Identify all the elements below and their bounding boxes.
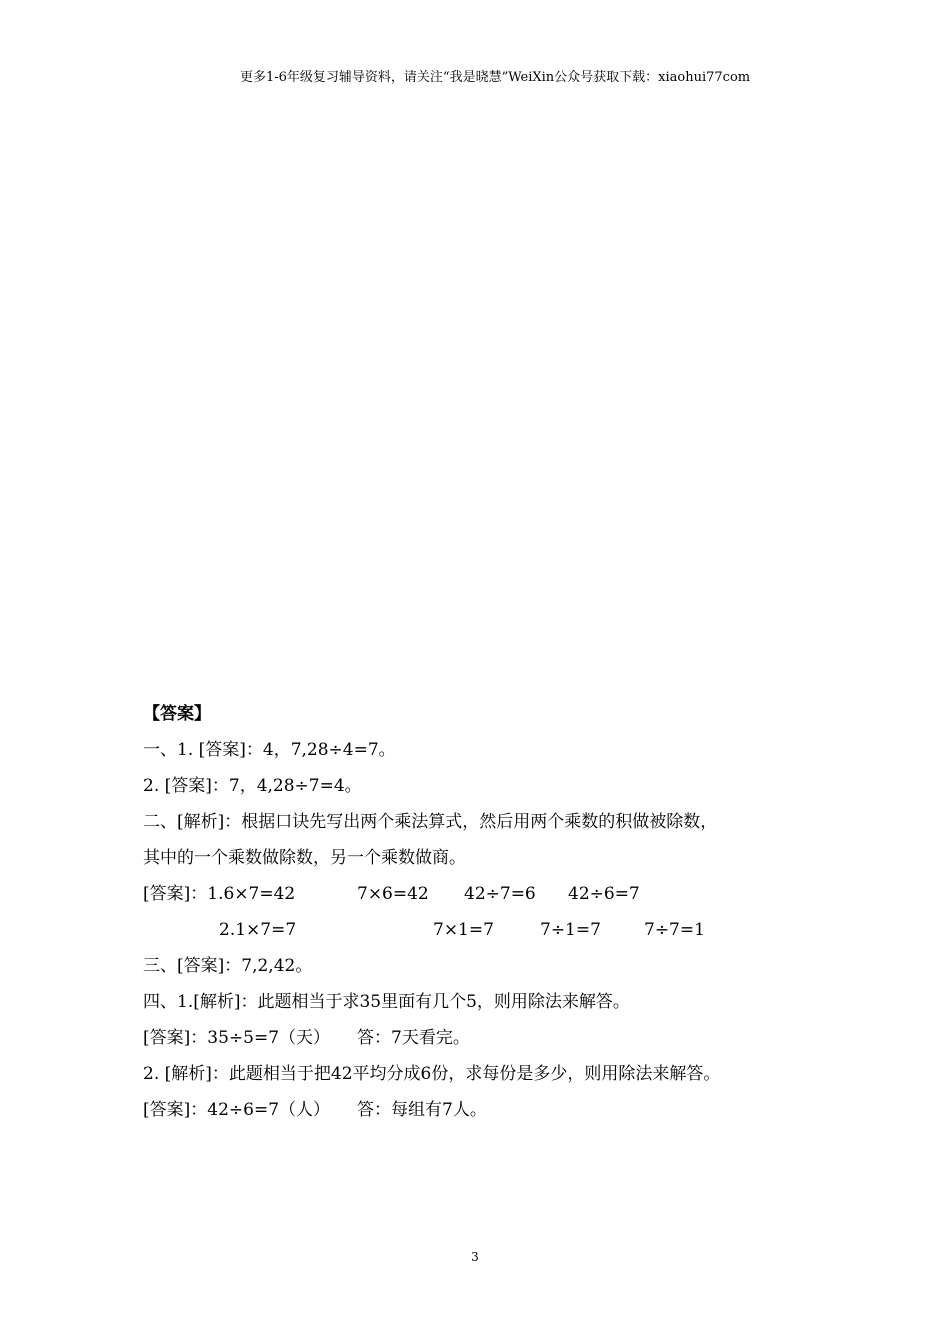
analysis-4-1: 四、1.[解析]：此题相当于求35里面有几个5，则用除法来解答。 xyxy=(143,992,630,1012)
answer-2-row-1 xyxy=(143,876,843,912)
equation-cell: 2.1×7=7 xyxy=(219,920,297,940)
answer-1-2: 2. [答案]：7，4,28÷7=4。 xyxy=(143,776,362,796)
answer-1-1: 一、1. [答案]：4，7,28÷4=7。 xyxy=(143,740,396,760)
analysis-4-2: 2. [解析]：此题相当于把42平均分成6份，求每份是多少，则用除法来解答。 xyxy=(143,1064,721,1084)
equation-cell: 7×1=7 xyxy=(433,920,494,940)
equation-cell: 7÷1=7 xyxy=(540,920,601,940)
page-header-promo: 更多1-6年级复习辅导资料，请关注“我是晓慧”WeiXin公众号获取下载：xiaohui77com xyxy=(240,70,751,85)
analysis-2-line-1: 二、[解析]：根据口诀先写出两个乘法算式，然后用两个乘数的积做被除数， xyxy=(143,812,718,832)
equation-cell: 7×6=42 xyxy=(357,884,429,904)
answer-3: 三、[答案]：7,2,42。 xyxy=(143,956,313,976)
answer-4-2: [答案]：42÷6=7（人） 答：每组有7人。 xyxy=(143,1100,487,1120)
answer-2-row-2 xyxy=(143,912,843,948)
equation-cell: 7÷7=1 xyxy=(644,920,705,940)
analysis-2-line-2: 其中的一个乘数做除数，另一个乘数做商。 xyxy=(143,848,466,868)
answer-title: 【答案】 xyxy=(143,704,211,724)
answer-4-1: [答案]：35÷5=7（天） 答：7天看完。 xyxy=(143,1028,470,1048)
equation-cell: 42÷7=6 xyxy=(464,884,536,904)
answer-section xyxy=(143,696,843,1128)
equation-cell: [答案]：1.6×7=42 xyxy=(143,884,296,904)
page-number: 3 xyxy=(471,1250,479,1264)
equation-cell: 42÷6=7 xyxy=(568,884,640,904)
